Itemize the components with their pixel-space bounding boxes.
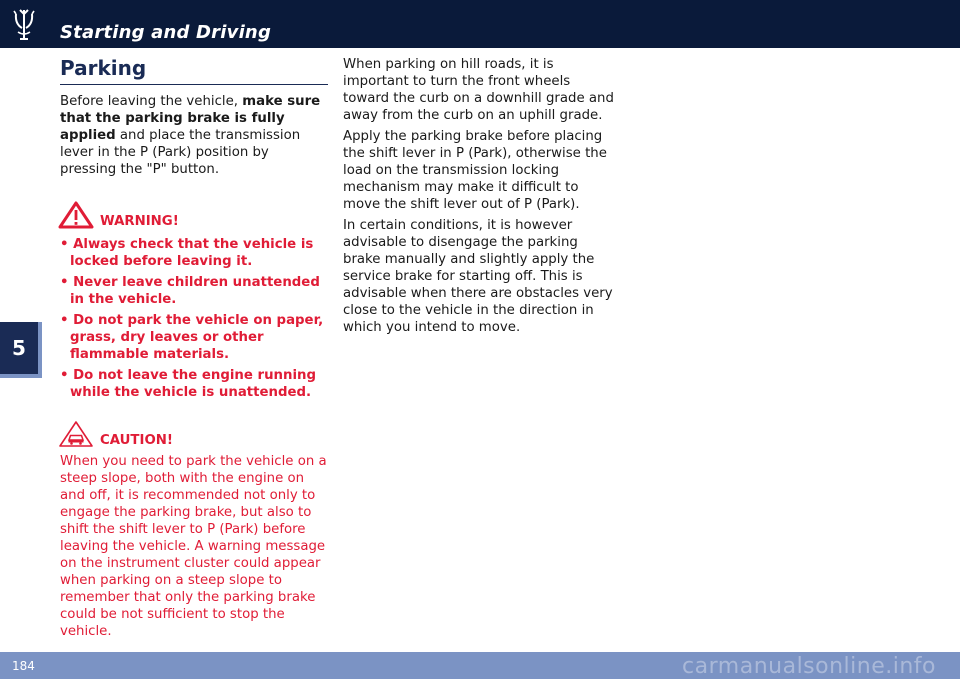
body-paragraph: When parking on hill roads, it is important to turn the front wheels toward the curb on a downhill grade and away from the curb on an uphill grade. [343,57,614,123]
watermark: carmanualsonline.info [682,654,936,679]
warning-item: • Never leave children unattended in the vehicle. [60,274,328,308]
left-column [60,56,328,640]
warning-title: WARNING! [100,214,179,229]
intro-paragraph: Before leaving the vehicle, make sure that the parking brake is fully applied and place the transmission lever in the P (Park) position by pressing the "P" button. [60,94,321,177]
caution-text: When you need to park the vehicle on a steep slope, both with the engine on and off, it is recommended not only to engage the parking brake, but also to shift the shift lever to P (Park) before leaving the vehicle. A warning message on the instrument cluster could appear when parking on a steep slope to remember that only the parking brake could be not sufficient to stop the vehicle. [60,454,327,639]
body-paragraph: Apply the parking brake before placing the shift lever in P (Park), otherwise the load on the transmission locking mechanism may make it difficult to move the shift lever out of P (Park). [343,129,607,212]
caution-car-icon [56,419,96,449]
section-title: Parking [60,56,328,85]
chapter-title: Starting and Driving [60,22,272,43]
body-paragraph: In certain conditions, it is however advisable to disengage the parking brake manually and slightly apply the service brake for starting off. This is advisable when there are obstacles very close to the vehicle in the direction in which you intend to move. [343,218,613,335]
page-header [0,0,960,48]
caution-block [60,419,328,640]
warning-header [60,200,328,230]
page-footer [0,652,960,679]
trident-logo-icon [8,8,40,42]
warning-list [60,236,328,401]
intro-emphasis: make sure that the parking brake is fully applied [60,94,321,143]
chapter-number: 5 [0,322,38,374]
warning-item: • Do not park the vehicle on paper, grass, dry leaves or other flammable materials. [60,312,328,363]
right-column [343,56,618,340]
chapter-tab [0,322,42,378]
caution-header [60,419,328,449]
warning-item: • Do not leave the engine running while the vehicle is unattended. [60,367,328,401]
warning-item: • Always check that the vehicle is locked before leaving it. [60,236,328,270]
warning-triangle-icon [56,200,96,230]
page-number: 184 [12,659,35,673]
warning-block [60,200,328,401]
caution-title: CAUTION! [100,433,173,448]
